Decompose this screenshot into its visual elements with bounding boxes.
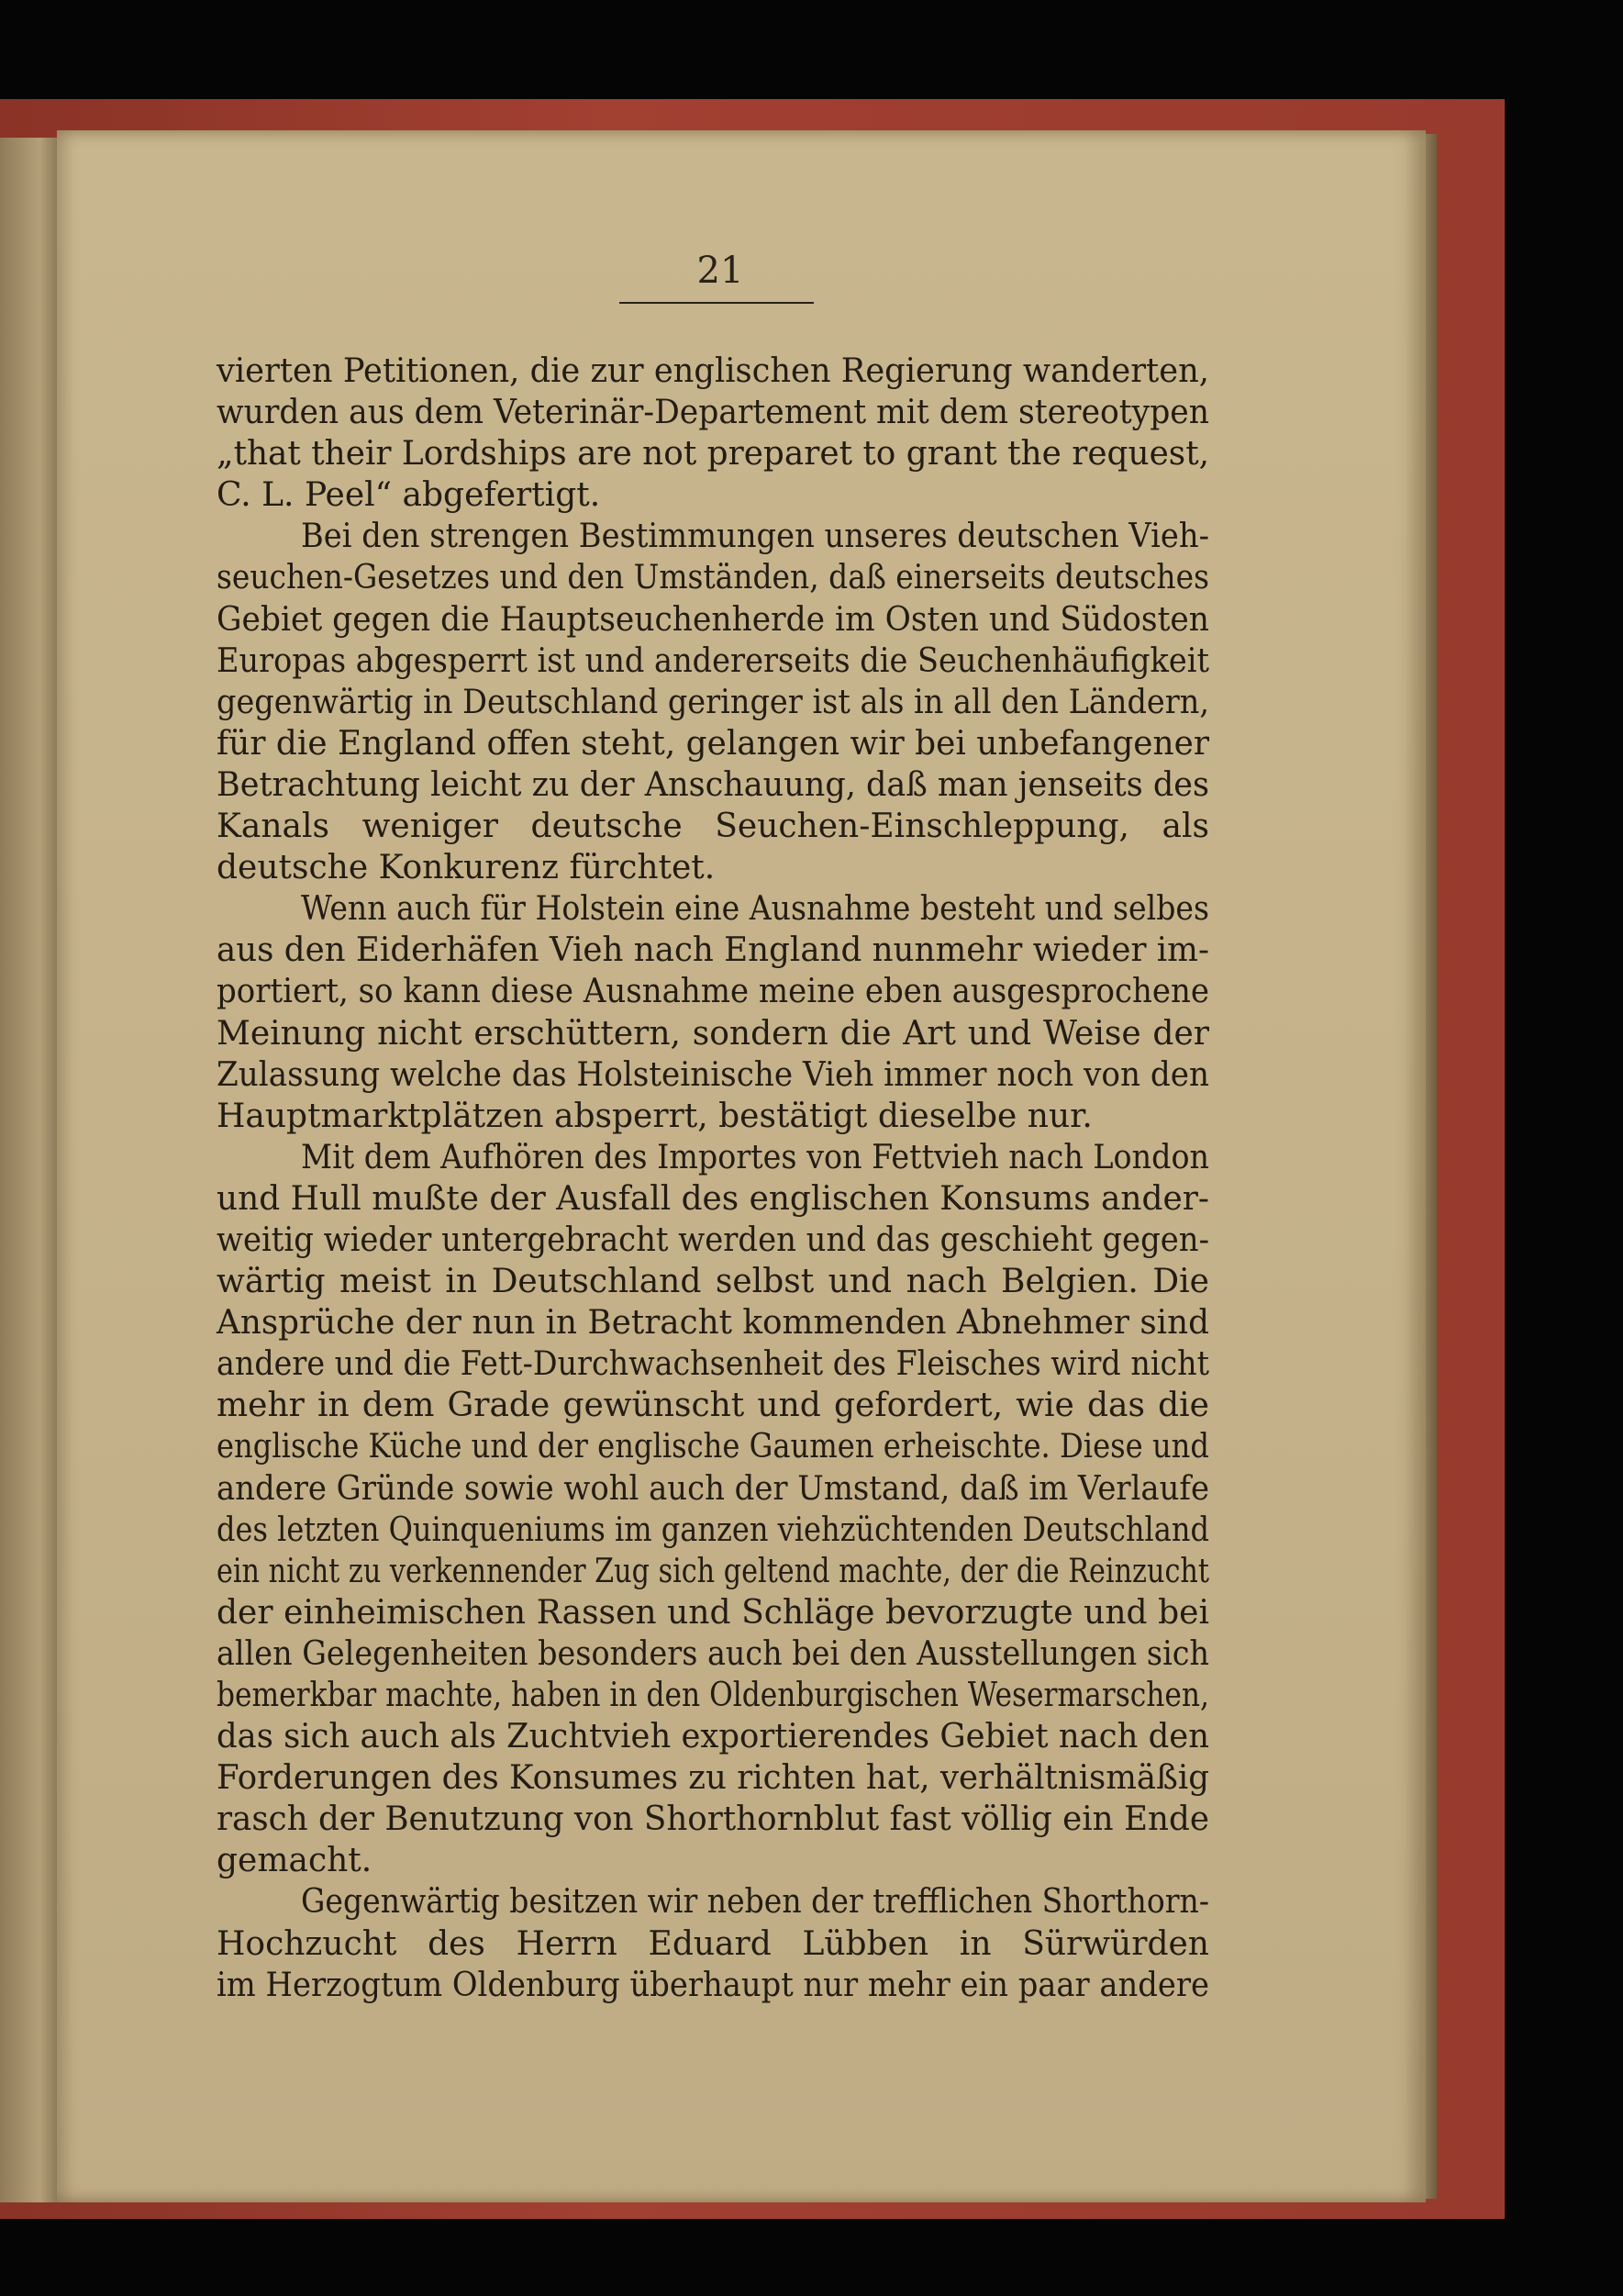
text-line: andere Gründe sowie wohl auch der Umstand, daß im Verlaufe: [217, 1469, 1209, 1508]
page-number: 21: [696, 250, 744, 292]
text-line: Hauptmarktplätzen absperrt, bestätigt dieselbe nur.: [217, 1097, 1093, 1135]
text-line: gemacht.: [217, 1842, 372, 1880]
text-line: „that their Lordships are not preparet to grant the request,: [217, 435, 1209, 474]
text-line: wärtig meist in Deutschland selbst und nach Belgien. Die: [217, 1263, 1209, 1301]
text-line: deutsche Konkurenz fürchtet.: [217, 849, 716, 887]
text-line: Europas abgesperrt ist und andererseits die Seuchenhäufigkeit: [217, 641, 1209, 680]
text-line: Meinung nicht erschüttern, sondern die Art und Weise der: [217, 1014, 1209, 1053]
text-line: Ansprüche der nun in Betracht kommenden Abnehmer sind: [217, 1304, 1209, 1343]
text-line: aus den Eiderhäfen Vieh nach England nunmehr wieder im-: [217, 931, 1209, 970]
text-line: Betrachtung leicht zu der Anschauung, daß man jenseits des: [217, 765, 1209, 804]
text-line: mehr in dem Grade gewünscht und gefordert, wie das die: [217, 1387, 1209, 1425]
text-line: vierten Petitionen, die zur englischen Regierung wanderten,: [217, 352, 1209, 390]
text-line: weitig wieder untergebracht werden und das geschieht gegen-: [217, 1220, 1209, 1259]
text-line: Kanals weniger deutsche Seuchen-Einschleppung, als: [217, 808, 1209, 846]
text-line: andere und die Fett-Durchwachsenheit des Fleisches wird nicht: [217, 1345, 1209, 1384]
text-line: für die England offen steht, gelangen wir bei unbefangener: [217, 724, 1209, 763]
text-line: Wenn auch für Holstein eine Ausnahme besteht und selbes: [301, 890, 1209, 929]
text-line: bemerkbar machte, haben in den Oldenburgischen Wesermarschen,: [217, 1677, 1209, 1714]
text-line: Mit dem Aufhören des Importes von Fettvieh nach London: [301, 1138, 1209, 1176]
text-line: Bei den strengen Bestimmungen unseres deutschen Vieh-: [301, 518, 1209, 556]
text-line: wurden aus dem Veterinär-Departement mit dem stereotypen: [217, 394, 1209, 432]
text-line: Gebiet gegen die Hauptseuchenherde im Osten und Südosten: [217, 600, 1209, 639]
text-line: im Herzogtum Oldenburg überhaupt nur mehr ein paar andere: [217, 1966, 1209, 2004]
text-line: Gegenwärtig besitzen wir neben der trefflichen Shorthorn-: [301, 1883, 1209, 1922]
text-line: und Hull mußte der Ausfall des englischen Konsums ander-: [217, 1179, 1209, 1218]
text-line: seuchen-Gesetzes und den Umständen, daß einerseits deutsches: [217, 559, 1209, 597]
text-line: portiert, so kann diese Ausnahme meine eben ausgesprochene: [217, 973, 1209, 1011]
text-line: der einheimischen Rassen und Schläge bevorzugte und bei: [217, 1593, 1209, 1632]
page-stack-edge: [1426, 134, 1437, 2199]
body-text: [217, 351, 1209, 2006]
text-line: des letzten Quinqueniums im ganzen viehzüchtenden Deutschland: [217, 1510, 1209, 1549]
text-line: Forderungen des Konsumes zu richten hat, verhältnismäßig: [217, 1759, 1209, 1798]
text-line: ein nicht zu verkennender Zug sich geltend machte, der die Reinzucht: [217, 1552, 1209, 1590]
text-line: allen Gelegenheiten besonders auch bei den Ausstellungen sich: [217, 1634, 1209, 1673]
text-line: Hochzucht des Herrn Eduard Lübben in Sürwürden: [217, 1924, 1209, 1963]
left-page-edge: [0, 138, 59, 2202]
text-line: rasch der Benutzung von Shorthornblut fast völlig ein Ende: [217, 1800, 1209, 1839]
text-line: C. L. Peel“ abgefertigt.: [217, 476, 601, 515]
text-line: gegenwärtig in Deutschland geringer ist als in all den Ländern,: [217, 683, 1209, 721]
text-line: das sich auch als Zuchtvieh exportierendes Gebiet nach den: [217, 1718, 1209, 1756]
text-line: englische Küche und der englische Gaumen erheischte. Diese und: [217, 1428, 1209, 1466]
text-line: Zulassung welche das Holsteinische Vieh immer noch von den: [217, 1055, 1209, 1094]
header-rule: [619, 302, 814, 304]
